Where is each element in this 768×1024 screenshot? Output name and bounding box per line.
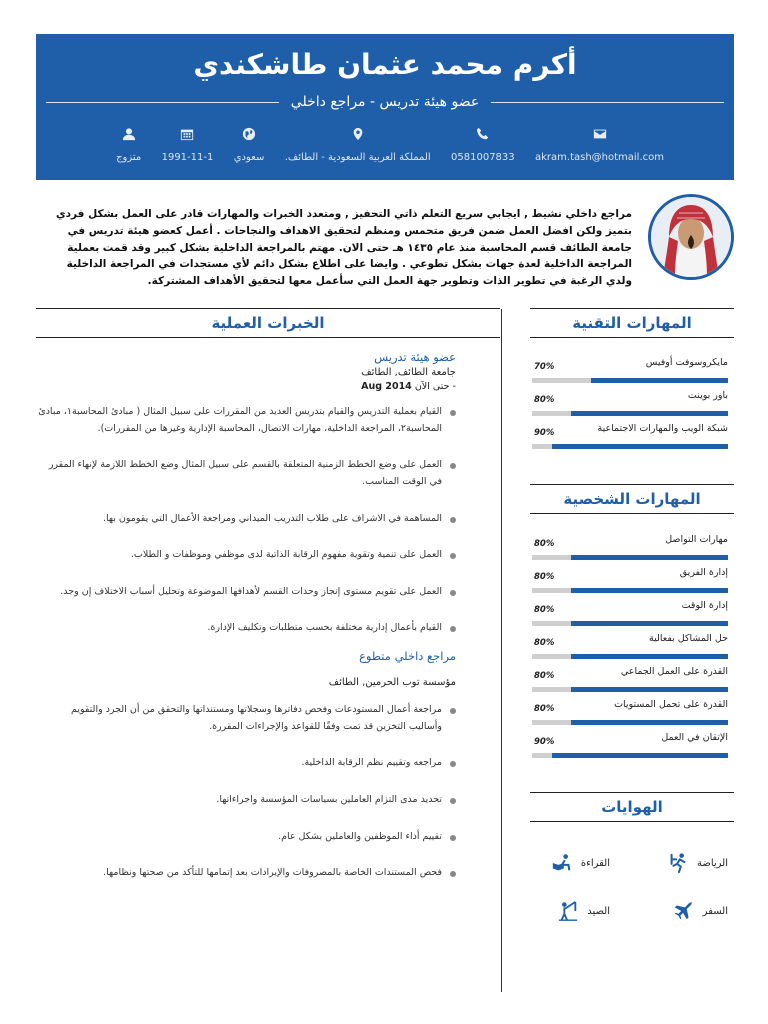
skill-label: مايكروسوفت أوفيس: [645, 357, 728, 368]
skill-item: [530, 631, 730, 664]
experience-heading: الخبرات العملية: [36, 308, 500, 338]
duty-item: فحص المستندات الخاصة بالمصروفات والإيرادات بعد إتمامها للتأكد من صحتها ونظامها.: [36, 865, 456, 882]
duty-item: العمل على تقويم مستوى إنجاز وحدات القسم لأهدافها الموضوعة وتحليل أسباب الاختلاف إن وجد.: [36, 584, 456, 601]
hobby-item: [667, 852, 728, 874]
skill-percent: 70%: [534, 362, 555, 372]
title-divider-right: [491, 102, 724, 103]
skill-bar-track: [532, 378, 728, 383]
skill-bar-fill: [552, 753, 728, 758]
skill-percent: 80%: [534, 605, 555, 615]
skill-item: [530, 664, 730, 697]
contact-location: [285, 124, 431, 163]
skill-bar-fill: [571, 654, 728, 659]
duty-item: العمل على وضع الخطط الزمنية المتعلقة بالقسم على سبيل المثال وضع الخطط اللازمة لإنهاء المقرر في الوقت المناسب.: [36, 457, 456, 490]
skill-bar-track: [532, 411, 728, 416]
job-date-from: Aug 2014: [361, 381, 412, 392]
location-pin-icon: [351, 124, 365, 144]
calendar-icon: [180, 124, 194, 144]
tech-skills-heading: المهارات التقنية: [530, 308, 734, 338]
skill-bar-track: [532, 687, 728, 692]
duty-item: تحديد مدى التزام العاملين بسياسات المؤسسة واجراءاتها.: [36, 792, 456, 809]
skill-label: إدارة الفريق: [679, 567, 728, 578]
job-date-to: - حتى الآن: [414, 381, 456, 392]
skill-percent: 80%: [534, 704, 555, 714]
column-divider: [501, 309, 502, 992]
job-entry: [36, 649, 456, 882]
personal-skills-heading: المهارات الشخصية: [530, 484, 734, 514]
skill-label: القدرة على العمل الجماعي: [620, 666, 728, 677]
duty-item: مراجعه وتقييم نظم الرقابة الداخلية.: [36, 755, 456, 772]
skill-item: [530, 697, 730, 730]
skill-bar-track: [532, 588, 728, 593]
skill-label: باور بوينت: [687, 390, 728, 401]
skill-item: [530, 532, 730, 565]
job-entry-title: مراجع داخلي متطوع: [359, 649, 456, 663]
skill-item: [530, 388, 730, 421]
job-duties: [36, 404, 456, 637]
skill-item: [530, 355, 730, 388]
skill-percent: 90%: [534, 428, 555, 438]
skill-bar-fill: [571, 621, 728, 626]
skill-label: الإتقان في العمل: [661, 732, 728, 743]
skill-percent: 80%: [534, 539, 555, 549]
job-entry-date: [36, 381, 456, 392]
job-entry-org: مؤسسة توب الحرمين, الطائف: [328, 677, 456, 688]
fishing-icon: [557, 900, 579, 922]
job-entry-title: عضو هيئة تدريس: [374, 350, 456, 364]
skill-label: حل المشاكل بفعالية: [648, 633, 728, 644]
skill-label: إدارة الوقت: [681, 600, 728, 611]
hobbies-heading: الهوايات: [530, 792, 734, 822]
skill-item: [530, 730, 730, 763]
skill-label: شبكة الويب والمهارات الاجتماعية: [597, 423, 728, 434]
skill-percent: 80%: [534, 572, 555, 582]
job-title: عضو هيئة تدريس - مراجع داخلي: [290, 94, 480, 110]
person-icon: [122, 124, 136, 144]
phone-icon: [476, 124, 490, 144]
contact-email[interactable]: [535, 124, 664, 163]
hobby-label: الرياضة: [696, 857, 728, 869]
skill-percent: 80%: [534, 671, 555, 681]
profile-summary: مراجع داخلي نشيط , ايجابي سريع التعلم ذاتي التحفيز , ومتعدد الخبرات والمهارات قادر على العمل بشكل فردي بتميز ولكن افضل العمل ضمن فريق متحمس ومنظم لتحقيق الاهداف والنجاحات . أعمل كعضو هيئة تدريس في جامعة الطائف قسم المحاسبة منذ عام ١٤٣٥ هـ حتى الان. مهتم بالمراجعة الداخلية بشكل كبير وقد قمت بعملية المراجعة الداخلية لعدة جهات بشكل تطوعي . وايضا على اطلاع بشكل دائم لأي مستجدات في المراجعة الداخلية ولدي الرغبة في تطوير الذات وتطوير جهة العمل التي سأعمل معها لتحقيق الأهداف المشتركة.: [56, 208, 632, 288]
nationality-value: سعودي: [233, 152, 265, 163]
globe-icon: [242, 124, 256, 144]
contact-birthdate: [162, 124, 214, 163]
skill-bar-fill: [571, 687, 728, 692]
skill-bar-track: [532, 621, 728, 626]
person-name: أكرم محمد عثمان طاشكندي: [193, 48, 577, 81]
contact-marital-status: [116, 124, 141, 163]
skill-bar-fill: [571, 411, 728, 416]
contact-nationality: [234, 124, 265, 163]
hobby-item: [673, 900, 728, 922]
skill-bar-fill: [571, 555, 728, 560]
reading-icon: [551, 852, 573, 874]
duty-item: مراجعة أعمال المستودعات وفحص دفاترها وسجلاتها ومستنداتها والتحقق من أن الجرد والتقويم وأساليب التخزين قد تمت وفقًا للقواعد والإجراءات المقررة.: [36, 702, 456, 735]
mail-icon: [593, 124, 607, 144]
job-entry-org: جامعة الطائف, الطائف: [361, 367, 456, 378]
hobby-item: [551, 852, 610, 874]
skill-bar-fill: [571, 720, 728, 725]
job-duties: [36, 702, 456, 882]
contact-list: [116, 124, 664, 163]
skill-item: [530, 598, 730, 631]
skill-percent: 80%: [534, 395, 555, 405]
header-banner: [36, 34, 734, 180]
title-divider-left: [46, 102, 279, 103]
duty-item: القيام بعملية التدريس والقيام بتدريس العديد من المقررات على سبيل المثال ( مبادئ المحاسبة١، مبادئ المحاسبة٢، المراجعة الداخلية، مهارات الاتصال، المحاسبة الإدارية وغيرها من المقررات).: [36, 404, 456, 437]
skill-label: القدرة على تحمل المستويات: [614, 699, 728, 710]
marital-status-value: متزوج: [116, 152, 142, 163]
sports-icon: [667, 852, 689, 874]
phone-value: 0581007833: [451, 152, 515, 163]
duty-item: المساهمة في الاشراف على طلاب التدريب الميداني ومراجعة الأعمال التي يقومون بها.: [36, 511, 456, 528]
skill-bar-track: [532, 444, 728, 449]
duty-item: تقييم أداء الموظفين والعاملين بشكل عام.: [36, 829, 456, 846]
job-title-row: [46, 92, 724, 112]
skill-bar-track: [532, 654, 728, 659]
skill-percent: 90%: [534, 737, 555, 747]
skill-item: [530, 565, 730, 598]
job-entry: [36, 350, 456, 637]
skill-bar-fill: [571, 588, 728, 593]
skill-bar-fill: [552, 444, 728, 449]
personal-skills-list: [530, 532, 730, 763]
skill-item: [530, 421, 730, 454]
birthdate-value: 1991-11-1: [161, 152, 214, 163]
airplane-icon: [673, 900, 695, 922]
location-value: المملكة العربية السعودية - الطائف.: [284, 152, 431, 163]
hobby-label: الصيد: [587, 905, 610, 917]
hobby-label: القراءة: [580, 857, 610, 869]
hobby-label: السفر: [702, 905, 728, 917]
contact-phone[interactable]: [451, 124, 515, 163]
skill-bar-fill: [591, 378, 728, 383]
skill-bar-track: [532, 555, 728, 560]
experience-section: [36, 350, 456, 882]
profile-photo: [648, 194, 734, 280]
skill-label: مهارات التواصل: [665, 534, 728, 545]
skill-percent: 80%: [534, 638, 555, 648]
email-value: akram.tash@hotmail.com: [534, 152, 664, 163]
duty-item: العمل على تنمية وتقوية مفهوم الرقابة الذاتية لدى موظفي وموظفات و الطلاب.: [36, 547, 456, 564]
hobby-item: [557, 900, 610, 922]
tech-skills-list: [530, 355, 730, 454]
skill-bar-track: [532, 753, 728, 758]
skill-bar-track: [532, 720, 728, 725]
duty-item: القيام بأعمال إدارية مختلفة بحسب متطلبات وتكليف الإدارة.: [36, 620, 456, 637]
